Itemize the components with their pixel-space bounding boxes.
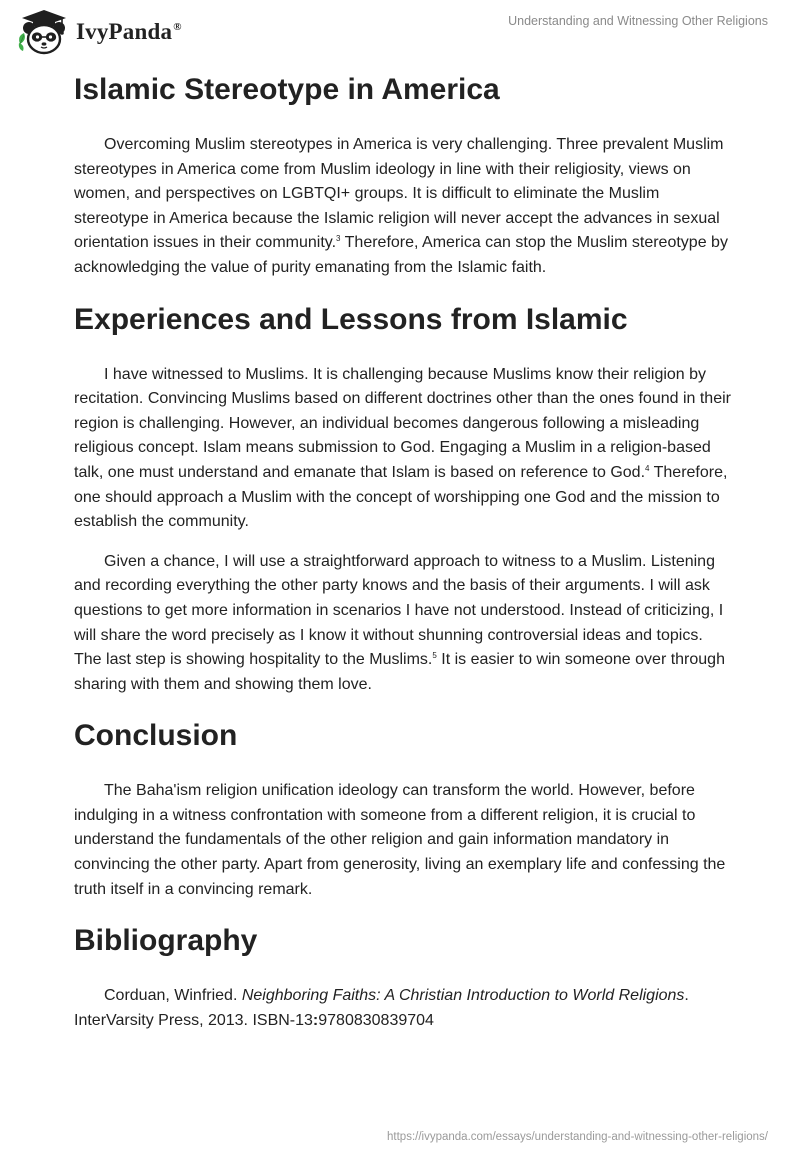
page-header <box>0 0 800 64</box>
section-heading: Islamic Stereotype in America <box>74 73 500 106</box>
bibliography-heading: Bibliography <box>74 924 258 958</box>
body-paragraph: The Baha'ism religion unification ideology can transform the world. However, before indulging in a witness confrontation with someone from a different religion, it is crucial to understand the fundamentals of the other religion and gain information mandatory in convincing the other party. Apart from generosity, living an exemplary life and confessing the truth itself in a convincing remark. <box>74 782 726 898</box>
registered-mark: ® <box>173 21 182 34</box>
section-heading: Experiences and Lessons from Islamic <box>74 302 628 336</box>
running-title: Understanding and Witnessing Other Religions <box>508 14 768 28</box>
body-paragraph: I have witnessed to Muslims. It is challenging because Muslims know their religion by recitation. Convincing Muslims based on different doctrines other than the ones found in their region is challenging. However, an individual becomes dangerous following a misleading religious concept. Islam means submission to God. Engaging a Muslim in a religion-based talk, one must understand and emanate that Islam is based on reference to God.$^4$ Therefore, one should approach a Muslim with the concept of worshipping one God and the mission to establish the community. <box>74 365 731 531</box>
body-paragraph: Given a chance, I will use a straightforward approach to witness to a Muslim. Listening and recording everything the other party knows and the basis of their arguments. I will ask questions to get more information in scenarios I have not understood. Instead of criticizing, I will share the word precisely as I know it without shunning controversial ideas and topics. The last step is showing hospitality to the Muslims.$^5$ It is easier to win someone over through sharing with them and showing them love. <box>74 552 725 693</box>
brand-name: IvyPanda® <box>76 19 182 44</box>
source-url[interactable]: https://ivypanda.com/essays/understanding-and-witnessing-other-religions/ <box>387 1131 768 1143</box>
essay-body <box>74 66 734 1033</box>
section-heading: Conclusion <box>74 719 238 753</box>
bibliography-entry: Corduan, Winfried. Neighboring Faiths: A Christian Introduction to World Religions. InterVarsity Press, 2013. ISBN-13:9780830839704 <box>74 987 689 1029</box>
footnote-ref[interactable]: 4 <box>645 463 650 473</box>
footnote-ref[interactable]: 3 <box>336 234 341 244</box>
book-title: Neighboring Faiths: A Christian Introduction to World Religions <box>241 987 685 1005</box>
body-paragraph: Overcoming Muslim stereotypes in America is very challenging. Three prevalent Muslim stereotypes in America come from Muslim ideology in line with their religiosity, views on women, and perspectives on LGBTQI+ groups. It is difficult to eliminate the Muslim stereotype in America because the Islamic religion will never accept the advances in sexual orientation issues in their community.$^3$ Therefore, America can stop the Muslim stereotype by acknowledging the value of purity emanating from the Islamic faith. <box>74 136 728 276</box>
ivypanda-logo[interactable] <box>14 8 182 56</box>
footnote-ref[interactable]: 5 <box>432 651 437 661</box>
panda-graduate-icon <box>14 8 70 56</box>
